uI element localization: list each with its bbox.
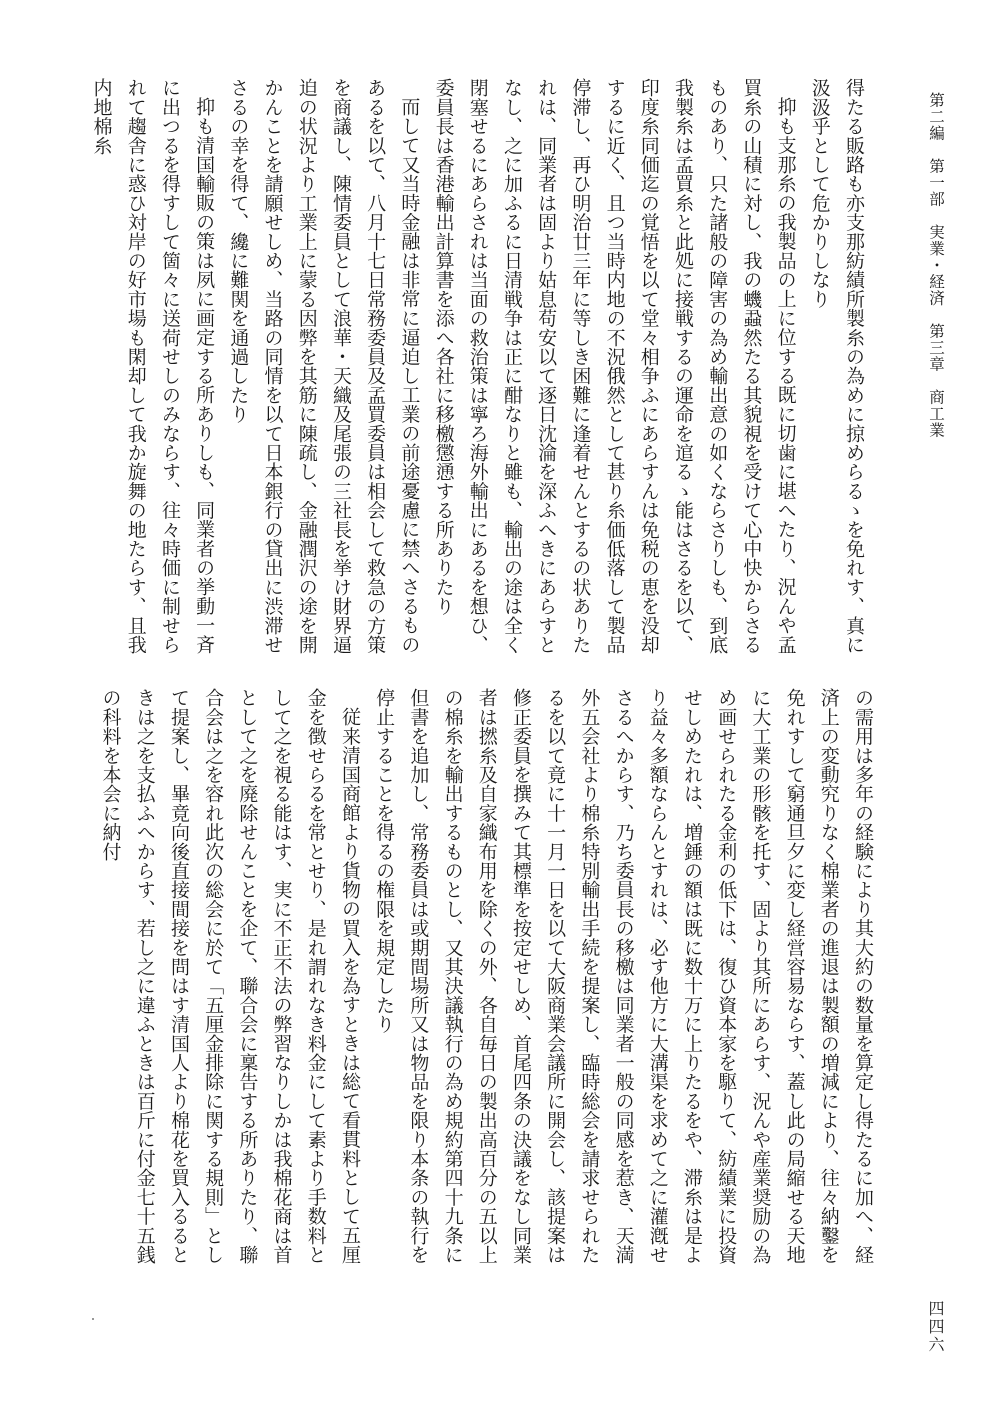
paragraph: 抑も支那糸の我製品の上に位する既に切歯に堪へたり、況んや孟買糸の山積に対し、我の蟣蝨然たる其貌視を受けて心中快からさるものあり、只た諸般の障害の為め輸出意の如くならさりしも、到底我製糸は孟買糸と此処に接戦するの運命を逭るゝ能はさるを以て、印度糸同価迄の覚悟を以て堂々相争ふにあらすんは免税の恵を没却するに近く、且つ当時内地の不況俄然として甚り糸価低落して製品停滞し、再ひ明治廿三年に等しき困難に逢着せんとするの状ありたれは、同業者は固より姑息苟安以て逐日沈淪を深ふへきにあらすとなし、之に加ふるに日清戦争は正に酣なりと雖も、輸出の途は全く閉塞せるにあらされは当面の救治策は寧ろ海外輸出にあるを想ひ、委員長は香港輸出計算書を添へ各社に移檄懲慂する所ありたり <box>432 78 797 654</box>
text-block-lower <box>90 688 880 1278</box>
text-block-upper <box>91 78 871 668</box>
paragraph: 従来清国商館より貨物の買入を為すときは総て看貫料として五厘金を徴せらるを常とせり、是れ謂れなき料金にして素より手数料として之を視る能はす、実に不正不法の弊習なりしかは我棉花商は首として之を廃除せんことを企て、聯合会に稟告する所ありたり、聯合会は之を容れ此次の総会に於て「五厘金排除に関する規則」として提案し、畢竟向後直接間接を問はす清国人より棉花を買入るるときは之を支払ふへからす、若し之に違ふときは百斤に付金七十五銭の科料を本会に納付 <box>99 688 361 1264</box>
paragraph: 得たる販路も亦支那紡績所製糸の為めに掠めらるゝを免れす、真に汲汲乎として危かりしなり <box>808 78 865 654</box>
paragraph: の需用は多年の経験により其大約の数量を算定し得たるに加へ、経済上の変動究りなく棉業者の進退は製額の増減により、往々納鑿を免れすして窮通旦夕に変し経営容易ならす、蓋し此の局縮せる天地に大工業の形骸を托す、固より其所にあらす、況んや産業奨励の為め画せられたる金利の低下は、復ひ資本家を駆りて、紡績業に投資せしめたれは、増錘の額は既に数十万に上りたるをや、滞糸は是より益々多額ならんとすれは、必す他方に大溝渠を求めて之に灌漑せさるへからす、乃ち委員長の移檄は同業者一般の同感を惹き、天満外五会社より棉糸特別輸出手続を提案し、臨時総会を請求せられたるを以て竟に十一月一日を以て大阪商業会議所に開会し、該提案は修正委員を撰みて其標準を按定せしめ、首尾四条の決議をなし同業者は撚糸及自家織布用を除くの外、各自毎日の製出高百分の五以上の棉糸を輸出するものとし、又其決議執行の為め規約第四十九条に但書を追加し、常務委員は或期間場所又は物品を限り本条の執行を停止することを得るの権限を規定したり <box>373 688 874 1264</box>
running-header: 第二編 第一部 実業・経済 第三章 商工業 <box>927 92 945 439</box>
scan-speck <box>92 1318 94 1320</box>
paragraph: 而して又当時金融は非常に逼迫し工業の前途憂慮に禁へさるものあるを以て、八月十七日常務委員及孟買委員は相会して救急の方策を商議し、陳情委員として浪華・天織及尾張の三社長を挙け財界逼迫の状況より工業上に蒙る因弊を其筋に陳疏し、金融潤沢の途を開かんことを請願せしめ、当路の同情を以て日本銀行の貸出に渋滞せさるの幸を得て、纔に難関を通過したり <box>227 78 421 654</box>
page-number: 四四六 <box>926 1300 945 1354</box>
paragraph: 抑も清国輸販の策は夙に画定する所ありしも、同業者の挙動一斉に出つるを得すして箇々に送荷せしのみならす、往々時価に制せられて趨舎に惑ひ対岸の好市場も閑却して我か旋舞の地たらす、且我内地棉糸 <box>91 78 216 654</box>
